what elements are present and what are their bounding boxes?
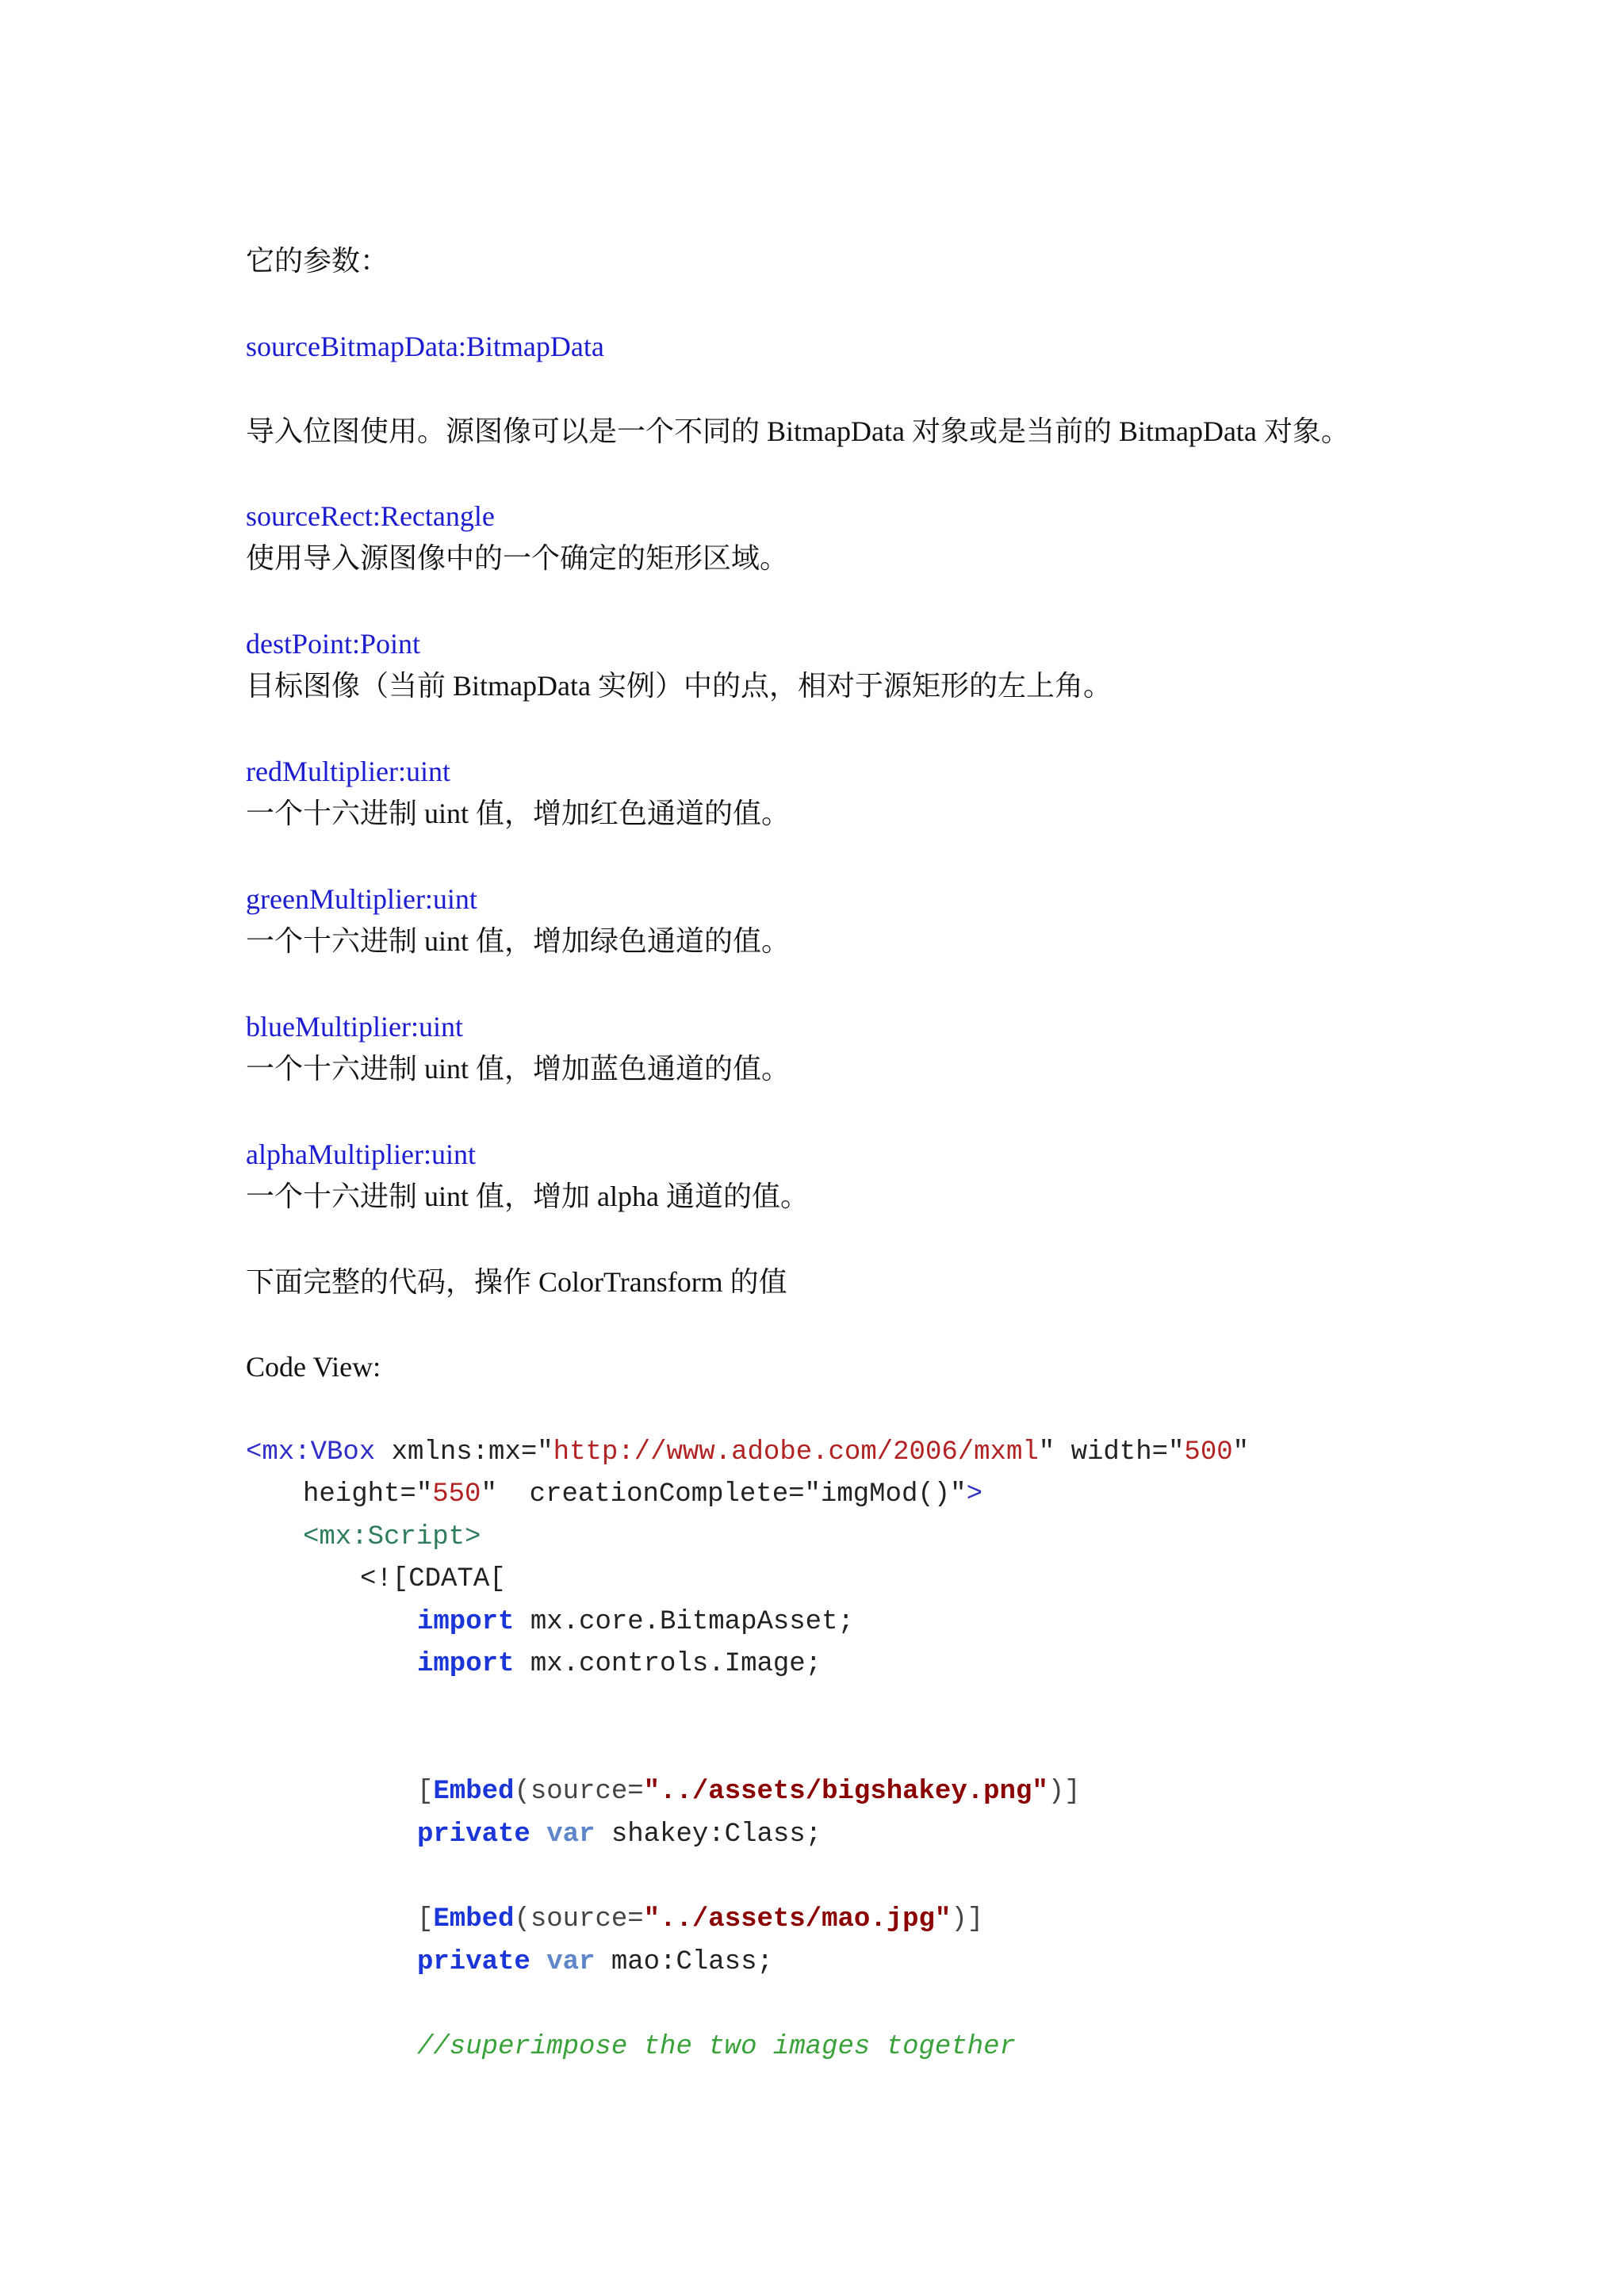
- code-line-8: [417, 1816, 822, 1854]
- code-token: shakey:Class;: [595, 1820, 822, 1850]
- param-desc-greenmultiplier: 一个十六进制 uint 值，增加绿色通道的值。: [246, 925, 791, 957]
- code-line-3: [303, 1518, 481, 1556]
- code-token: import: [417, 1607, 515, 1637]
- param-name-redmultiplier: redMultiplier:uint: [246, 756, 450, 787]
- code-token: ": [1232, 1437, 1250, 1468]
- param-name-destpoint: destPoint:Point: [246, 628, 421, 660]
- code-token: >: [966, 1479, 982, 1510]
- code-line-7: [417, 1773, 1081, 1811]
- params-heading: 它的参数：: [246, 245, 389, 277]
- code-token: mx.controls.Image;: [514, 1649, 822, 1679]
- code-token: http://www.adobe.com/2006/mxml: [553, 1437, 1039, 1468]
- code-line-5: [417, 1603, 854, 1641]
- code-view-label: Code View:: [246, 1351, 381, 1383]
- code-token: import: [417, 1649, 515, 1679]
- code-line-4: [360, 1560, 506, 1598]
- code-line-1: [246, 1433, 1249, 1471]
- code-intro-text: 下面完整的代码，操作 ColorTransform 的值: [246, 1266, 787, 1298]
- code-token: var: [530, 1947, 596, 1977]
- param-name-sourcebitmapdata: sourceBitmapData:BitmapData: [246, 331, 604, 362]
- code-token: [: [417, 1904, 434, 1934]
- param-name-alphamultiplier: alphaMultiplier:uint: [246, 1138, 476, 1170]
- code-token: " width=": [1038, 1437, 1185, 1468]
- code-token: <mx:VBox: [246, 1437, 376, 1468]
- param-name-bluemultiplier: blueMultiplier:uint: [246, 1011, 463, 1043]
- code-token: //superimpose the two images together: [417, 2032, 1016, 2062]
- code-token: xmlns:mx=": [375, 1437, 553, 1468]
- param-desc-sourcebitmapdata: 导入位图使用。源图像可以是一个不同的 BitmapData 对象或是当前的 BitmapData 对象。: [246, 415, 1350, 447]
- code-token: <![CDATA[: [360, 1564, 506, 1594]
- code-line-11: [417, 2028, 1016, 2066]
- param-name-sourcerect: sourceRect:Rectangle: [246, 500, 495, 532]
- code-token: height=": [303, 1479, 433, 1510]
- code-line-9: [417, 1900, 983, 1938]
- param-desc-sourcerect: 使用导入源图像中的一个确定的矩形区域。: [246, 542, 789, 574]
- code-token: var: [530, 1820, 596, 1850]
- code-line-2: [303, 1475, 982, 1513]
- code-token: Embed: [433, 1904, 515, 1934]
- param-name-greenmultiplier: greenMultiplier:uint: [246, 883, 477, 915]
- code-token: <mx:Script>: [303, 1522, 481, 1552]
- param-desc-redmultiplier: 一个十六进制 uint 值，增加红色通道的值。: [246, 798, 791, 829]
- code-token: mao:Class;: [595, 1947, 773, 1977]
- param-desc-bluemultiplier: 一个十六进制 uint 值，增加蓝色通道的值。: [246, 1053, 791, 1085]
- code-token: )]: [951, 1904, 984, 1934]
- code-token: 500: [1184, 1437, 1233, 1468]
- code-line-10: [417, 1943, 773, 1981]
- code-token: private: [417, 1947, 530, 1977]
- code-token: (source=: [514, 1904, 644, 1934]
- param-desc-destpoint: 目标图像（当前 BitmapData 实例）中的点，相对于源矩形的左上角。: [246, 670, 1112, 702]
- code-line-6: [417, 1645, 822, 1683]
- code-token: [: [417, 1777, 434, 1807]
- code-token: mx.core.BitmapAsset;: [514, 1607, 854, 1637]
- code-token: " creationComplete="imgMod()": [481, 1479, 967, 1510]
- code-token: (source=: [514, 1777, 644, 1807]
- code-token: 550: [432, 1479, 481, 1510]
- code-token: )]: [1048, 1777, 1081, 1807]
- code-token: "../assets/bigshakey.png": [643, 1777, 1048, 1807]
- code-token: private: [417, 1820, 530, 1850]
- code-token: Embed: [433, 1777, 515, 1807]
- code-token: "../assets/mao.jpg": [643, 1904, 952, 1934]
- param-desc-alphamultiplier: 一个十六进制 uint 值，增加 alpha 通道的值。: [246, 1181, 809, 1212]
